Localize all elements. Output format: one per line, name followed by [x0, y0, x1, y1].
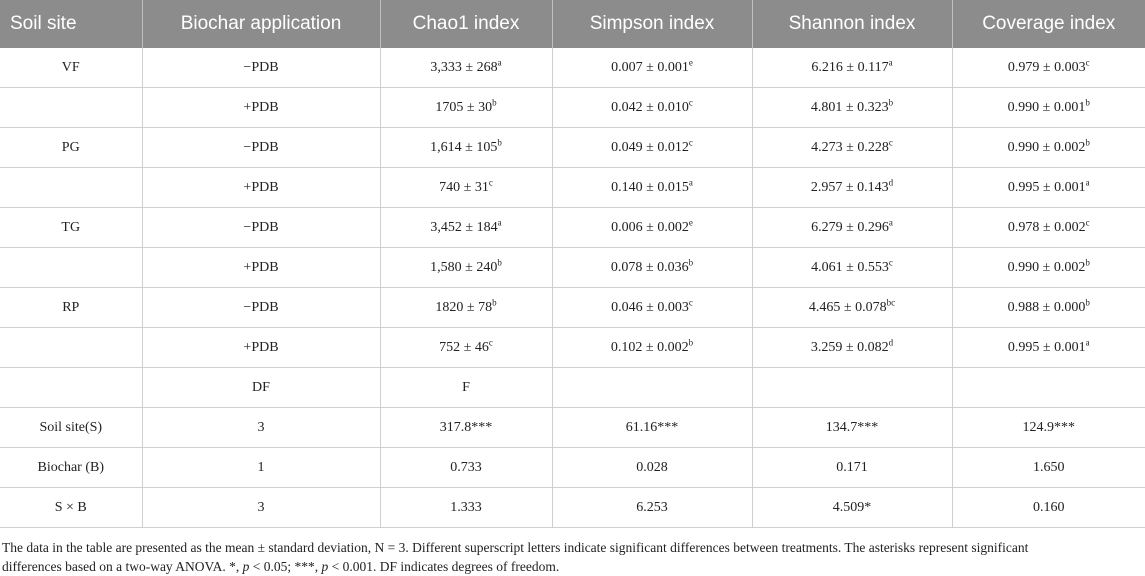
- cell-coverage: 0.979 ± 0.003$^c$: [952, 48, 1145, 88]
- cell-factor: Soil site(S): [0, 408, 142, 448]
- cell-chao1-f: 1.333: [380, 488, 552, 528]
- cell-factor: S × B: [0, 488, 142, 528]
- cell-df: 3: [142, 408, 380, 448]
- header-shannon-index: Shannon index: [752, 0, 952, 48]
- cell-coverage: 0.978 ± 0.002$^c$: [952, 208, 1145, 248]
- cell-biochar-application: +PDB: [142, 88, 380, 128]
- header-simpson-index: Simpson index: [552, 0, 752, 48]
- header-biochar-application: Biochar application: [142, 0, 380, 48]
- table-row: [0, 128, 1145, 168]
- anova-header-row: [0, 368, 1145, 408]
- cell-df: 3: [142, 488, 380, 528]
- cell-chao1: $3,333 \pm 268^a$: [380, 48, 552, 88]
- cell-simpson: [552, 368, 752, 408]
- cell-shannon: 3.259 ± 0.082$^d$: [752, 328, 952, 368]
- cell-shannon: [752, 368, 952, 408]
- cell-coverage: 0.990 ± 0.002$^b$: [952, 248, 1145, 288]
- cell-simpson: 0.078 ± 0.036$^b$: [552, 248, 752, 288]
- cell-soil-site: TG: [0, 208, 142, 248]
- header-coverage-index: Coverage index: [952, 0, 1145, 48]
- header-chao1-index: Chao1 index: [380, 0, 552, 48]
- cell-biochar-application: +PDB: [142, 248, 380, 288]
- table-header-row: [0, 0, 1145, 48]
- anova-row: [0, 448, 1145, 488]
- cell-simpson: 0.102 ± 0.002$^b$: [552, 328, 752, 368]
- cell-coverage: 0.995 ± 0.001$^a$: [952, 168, 1145, 208]
- cell-soil-site: [0, 368, 142, 408]
- table-footnote: [0, 528, 1145, 576]
- cell-coverage: [952, 368, 1145, 408]
- cell-shannon: 2.957 ± 0.143$^d$: [752, 168, 952, 208]
- cell-shannon: 4.801 ± 0.323$^b$: [752, 88, 952, 128]
- table-row: [0, 48, 1145, 88]
- cell-chao1: $1,614 \pm 105^b$: [380, 128, 552, 168]
- table-row: [0, 288, 1145, 328]
- cell-shannon: 6.216 ± 0.117$^a$: [752, 48, 952, 88]
- cell-simpson: 0.007 ± 0.001$^e$: [552, 48, 752, 88]
- cell-simpson: 0.046 ± 0.003$^c$: [552, 288, 752, 328]
- cell-soil-site: VF: [61, 59, 80, 75]
- cell-soil-site: [0, 168, 142, 208]
- table-body: [0, 48, 1145, 528]
- cell-coverage-f: 1.650: [952, 448, 1145, 488]
- cell-chao1-f: 0.733: [380, 448, 552, 488]
- cell-simpson-f: 0.028: [552, 448, 752, 488]
- anova-row: [0, 408, 1145, 448]
- cell-chao1: $1705 \pm 30^b$: [380, 88, 552, 128]
- cell-soil-site: RP: [0, 288, 142, 328]
- cell-biochar-application: −PDB: [142, 288, 380, 328]
- table-row: [0, 208, 1145, 248]
- cell-df-label: DF: [142, 368, 380, 408]
- cell-simpson-f: 61.16***: [552, 408, 752, 448]
- table-row: [0, 168, 1145, 208]
- cell-coverage-f: 124.9***: [952, 408, 1145, 448]
- cell-factor: Biochar (B): [0, 448, 142, 488]
- cell-coverage: 0.990 ± 0.001$^b$: [952, 88, 1145, 128]
- cell-coverage: 0.988 ± 0.000$^b$: [952, 288, 1145, 328]
- cell-simpson: 0.049 ± 0.012$^c$: [552, 128, 752, 168]
- cell-soil-site: [0, 328, 142, 368]
- cell-biochar-application: +PDB: [142, 328, 380, 368]
- anova-row: [0, 488, 1145, 528]
- cell-shannon-f: 4.509*: [752, 488, 952, 528]
- table-row: [0, 328, 1145, 368]
- cell-simpson: 0.006 ± 0.002$^e$: [552, 208, 752, 248]
- cell-shannon: 6.279 ± 0.296$^a$: [752, 208, 952, 248]
- cell-shannon-f: 0.171: [752, 448, 952, 488]
- cell-soil-site: [0, 248, 142, 288]
- cell-chao1: $3,452 \pm 184^a$: [380, 208, 552, 248]
- cell-shannon: 4.465 ± 0.078$^{bc}$: [752, 288, 952, 328]
- cell-coverage: 0.990 ± 0.002$^b$: [952, 128, 1145, 168]
- cell-biochar-application: −PDB: [142, 128, 380, 168]
- cell-chao1: $752 \pm 46^c$: [380, 328, 552, 368]
- cell-biochar-application: −PDB: [142, 48, 380, 88]
- cell-coverage: 0.995 ± 0.001$^a$: [952, 328, 1145, 368]
- table-row: [0, 88, 1145, 128]
- cell-df: 1: [142, 448, 380, 488]
- cell-chao1: $1820 \pm 78^b$: [380, 288, 552, 328]
- cell-chao1: $740 \pm 31^c$: [380, 168, 552, 208]
- cell-f-label: F: [380, 368, 552, 408]
- header-soil-site: Soil site: [0, 0, 142, 48]
- cell-biochar-application: −PDB: [142, 208, 380, 248]
- cell-shannon-f: 134.7***: [752, 408, 952, 448]
- cell-soil-site: [0, 88, 142, 128]
- cell-chao1-f: 317.8***: [380, 408, 552, 448]
- cell-simpson: 0.140 ± 0.015$^a$: [552, 168, 752, 208]
- footnote-line-1: The data in the table are presented as the mean ± standard deviation, N = 3. Different superscript letters indicate significant differences between treatments. The asterisks represent significant: [2, 540, 1029, 555]
- cell-shannon: 4.273 ± 0.228$^c$: [752, 128, 952, 168]
- cell-biochar-application: +PDB: [142, 168, 380, 208]
- footnote-line-2: differences based on a two-way ANOVA. *, p < 0.05; ***, p < 0.001. DF indicates degrees of freedom.: [2, 559, 560, 574]
- cell-shannon: 4.061 ± 0.553$^c$: [752, 248, 952, 288]
- cell-simpson-f: 6.253: [552, 488, 752, 528]
- cell-chao1: $1,580 \pm 240^b$: [380, 248, 552, 288]
- cell-soil-site: PG: [0, 128, 142, 168]
- cell-coverage-f: 0.160: [952, 488, 1145, 528]
- cell-simpson: 0.042 ± 0.010$^c$: [552, 88, 752, 128]
- table-row: [0, 248, 1145, 288]
